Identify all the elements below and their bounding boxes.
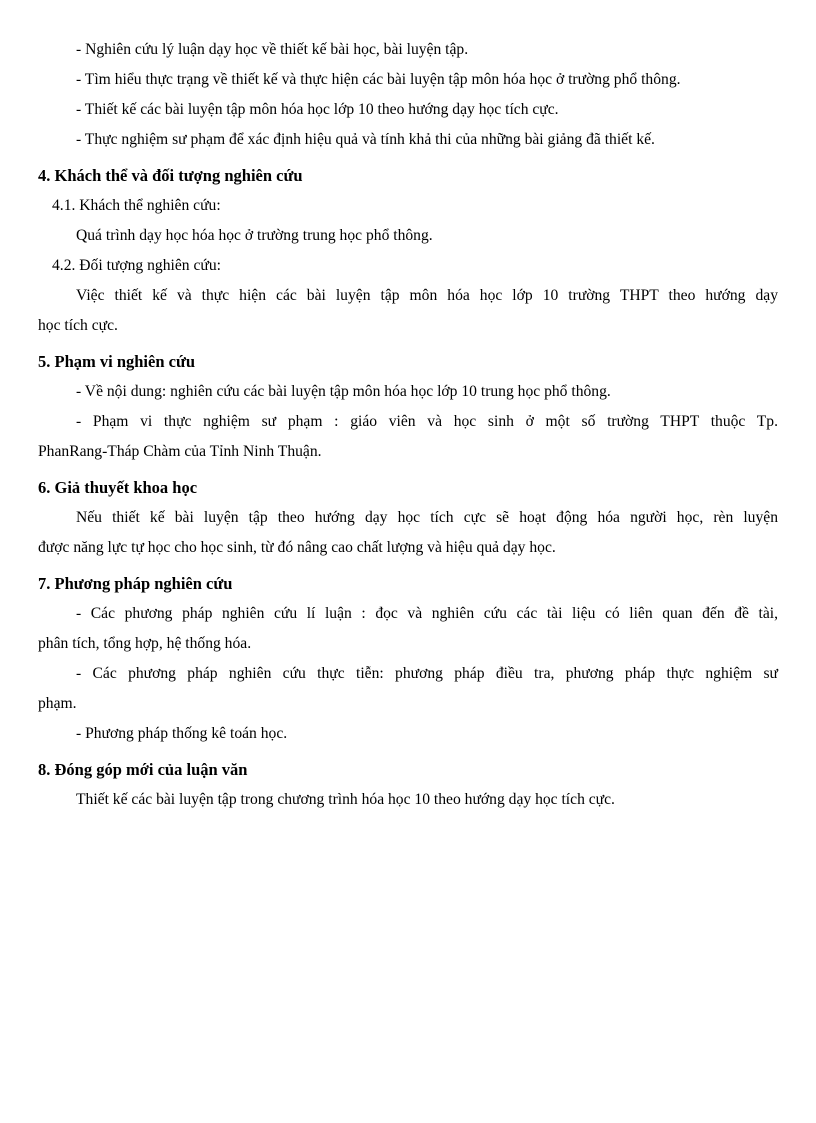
section-5-item-2-line-2: PhanRang-Tháp Chàm của Tỉnh Ninh Thuận. <box>38 443 322 460</box>
section-7-item-1-line-2: phân tích, tổng hợp, hệ thống hóa. <box>38 635 252 652</box>
section-4-2-label: 4.2. Đối tượng nghiên cứu: <box>52 257 221 274</box>
section-4-2-text-line-1: Việc thiết kế và thực hiện các bài luyện tập môn hóa học lớp 10 trường THPT theo hướng dạy <box>76 287 778 304</box>
section-7-item-2-line-1: - Các phương pháp nghiên cứu thực tiễn: phương pháp điều tra, phương pháp thực nghiệm sư <box>76 665 778 682</box>
document-page <box>38 35 778 815</box>
section-7-item-1-line-1: - Các phương pháp nghiên cứu lí luận : đọc và nghiên cứu các tài liệu có liên quan đến đề tài, <box>76 605 778 622</box>
section-4-2-text-line-2: học tích cực. <box>38 317 118 334</box>
section-6-text-line-2: được năng lực tự học cho học sinh, từ đó nâng cao chất lượng và hiệu quả dạy học. <box>38 539 556 556</box>
section-4-1-label: 4.1. Khách thể nghiên cứu: <box>52 197 221 214</box>
section-4-1-text: Quá trình dạy học hóa học ở trường trung học phổ thông. <box>76 227 433 244</box>
task-item-3: - Thiết kế các bài luyện tập môn hóa học lớp 10 theo hướng dạy học tích cực. <box>76 101 559 118</box>
section-5-item-1: - Về nội dung: nghiên cứu các bài luyện tập môn hóa học lớp 10 trung học phổ thông. <box>76 383 611 400</box>
section-8-heading: 8. Đóng góp mới của luận văn <box>38 760 248 779</box>
task-item-1: - Nghiên cứu lý luận dạy học về thiết kế bài học, bài luyện tập. <box>76 41 469 58</box>
section-7-item-3: - Phương pháp thống kê toán học. <box>76 725 288 742</box>
section-7-item-2-line-2: phạm. <box>38 695 77 712</box>
section-8-text: Thiết kế các bài luyện tập trong chương trình hóa học 10 theo hướng dạy học tích cực. <box>76 791 615 808</box>
section-4-heading: 4. Khách thể và đối tượng nghiên cứu <box>38 166 303 185</box>
section-7-heading: 7. Phương pháp nghiên cứu <box>38 574 233 593</box>
task-item-4: - Thực nghiệm sư phạm để xác định hiệu quả và tính khả thi của những bài giảng đã thiết kế. <box>76 131 655 148</box>
section-6-heading: 6. Giả thuyết khoa học <box>38 478 198 497</box>
section-6-text-line-1: Nếu thiết kế bài luyện tập theo hướng dạy học tích cực sẽ hoạt động hóa người học, rèn luyện <box>76 509 778 526</box>
section-5-heading: 5. Phạm vi nghiên cứu <box>38 352 196 371</box>
task-item-2: - Tìm hiểu thực trạng về thiết kế và thực hiện các bài luyện tập môn hóa học ở trường phổ thông. <box>76 71 681 88</box>
section-5-item-2-line-1: - Phạm vi thực nghiệm sư phạm : giáo viên và học sinh ở một số trường THPT thuộc Tp. <box>76 413 778 430</box>
